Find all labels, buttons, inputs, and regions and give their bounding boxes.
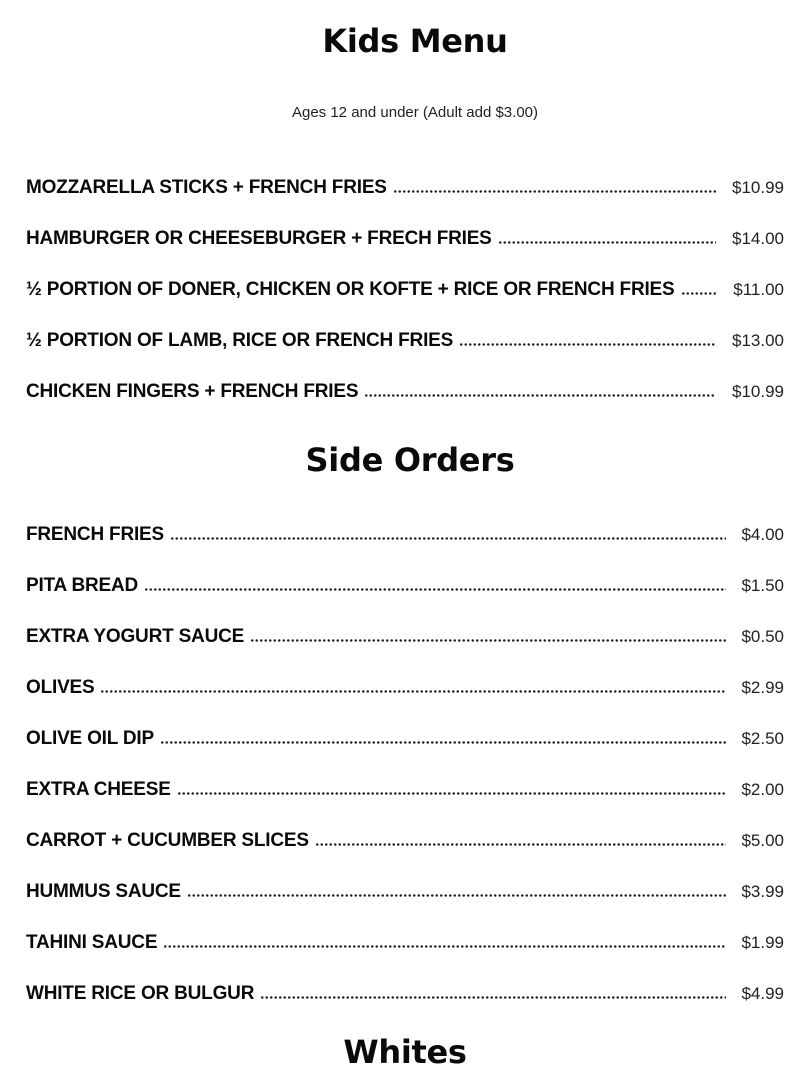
menu-item-name: ½ PORTION OF LAMB, RICE OR FRENCH FRIES [26,330,454,351]
side-orders-title: Side Orders [305,441,515,479]
menu-item-row [26,726,784,752]
menu-item-price: $14.00 [732,229,784,248]
menu-item-price: $10.99 [732,382,784,401]
menu-item-row [26,226,784,252]
dot-leader [364,394,716,397]
menu-item-name: EXTRA YOGURT SAUCE [26,626,245,647]
dot-leader [160,741,726,744]
menu-item-name: ½ PORTION OF DONER, CHICKEN OR KOFTE + RICE OR FRENCH FRIES [26,279,675,300]
dot-leader [170,537,726,540]
menu-item-name: MOZZARELLA STICKS + FRENCH FRIES [26,177,387,198]
menu-item-price: $11.00 [733,280,784,299]
dot-leader [260,996,726,999]
menu-item-row [26,828,784,854]
menu-item-price: $2.50 [741,729,784,748]
menu-item-row [26,328,784,354]
menu-item-price: $2.00 [741,780,784,799]
menu-item-row [26,573,784,599]
dot-leader [393,190,716,193]
menu-item-name: OLIVES [26,677,95,698]
dot-leader [100,690,726,693]
menu-item-price: $4.99 [741,984,784,1003]
whites-title: Whites [343,1033,467,1071]
menu-item-row [26,379,784,405]
menu-item-name: OLIVE OIL DIP [26,728,154,749]
dot-leader [250,639,726,642]
kids-menu-title: Kids Menu [322,22,508,60]
menu-item-price: $3.99 [741,882,784,901]
dot-leader [498,241,716,244]
menu-item-price: $4.00 [741,525,784,544]
menu-item-price: $1.50 [741,576,784,595]
menu-item-price: $5.00 [741,831,784,850]
menu-item-name: HUMMUS SAUCE [26,881,181,902]
menu-item-row [26,624,784,650]
menu-item-name: CHICKEN FINGERS + FRENCH FRIES [26,381,359,402]
menu-item-name: CARROT + CUCUMBER SLICES [26,830,309,851]
menu-item-row [26,522,784,548]
dot-leader [187,894,726,897]
menu-item-price: $2.99 [741,678,784,697]
kids-menu-subtitle: Ages 12 and under (Adult add $3.00) [291,104,538,121]
dot-leader [459,343,716,346]
menu-item-row [26,777,784,803]
menu-item-price: $0.50 [741,627,784,646]
menu-item-name: EXTRA CHEESE [26,779,171,800]
menu-item-name: PITA BREAD [26,575,139,596]
dot-leader [144,588,726,591]
menu-item-row [26,277,784,303]
dot-leader [681,292,717,295]
menu-item-name: FRENCH FRIES [26,524,164,545]
menu-item-row [26,879,784,905]
menu-item-price: $1.99 [741,933,784,952]
dot-leader [177,792,726,795]
menu-item-name: HAMBURGER OR CHEESEBURGER + FRECH FRIES [26,228,492,249]
menu-item-row [26,675,784,701]
menu-item-row [26,175,784,201]
menu-item-price: $10.99 [732,178,784,197]
menu-item-price: $13.00 [732,331,784,350]
menu-item-row [26,981,784,1007]
dot-leader [163,945,726,948]
menu-item-row [26,930,784,956]
dot-leader [315,843,726,846]
menu-item-name: TAHINI SAUCE [26,932,158,953]
menu-item-name: WHITE RICE OR BULGUR [26,983,255,1004]
